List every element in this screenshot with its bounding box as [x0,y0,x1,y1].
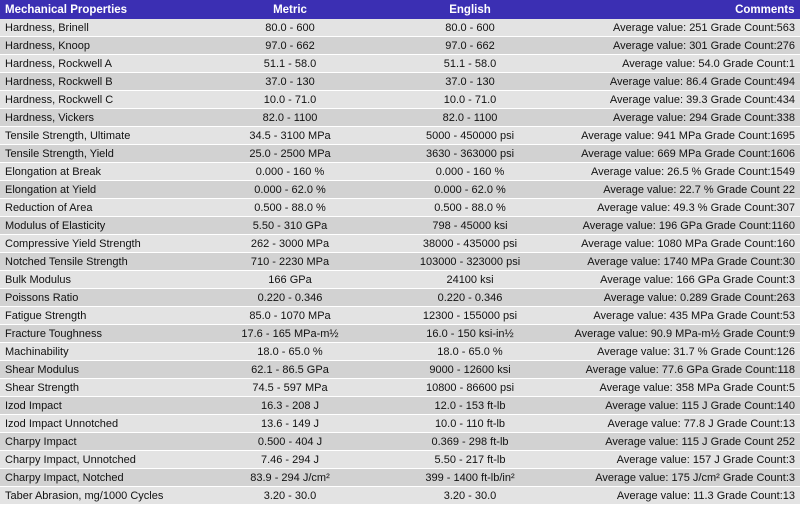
cell-comments: Average value: 115 J Grade Count 252 [560,433,800,451]
cell-english: 5000 - 450000 psi [380,127,560,145]
cell-comments: Average value: 26.5 % Grade Count:1549 [560,163,800,181]
cell-property: Hardness, Knoop [0,37,200,55]
cell-metric: 0.500 - 404 J [200,433,380,451]
cell-metric: 262 - 3000 MPa [200,235,380,253]
cell-metric: 17.6 - 165 MPa-m½ [200,325,380,343]
cell-comments: Average value: 0.289 Grade Count:263 [560,289,800,307]
cell-english: 51.1 - 58.0 [380,55,560,73]
table-header-row [0,0,800,19]
table-row [0,469,800,487]
cell-comments: Average value: 435 MPa Grade Count:53 [560,307,800,325]
cell-property: Shear Modulus [0,361,200,379]
table-row [0,433,800,451]
cell-property: Izod Impact Unnotched [0,415,200,433]
table-row [0,253,800,271]
cell-property: Tensile Strength, Ultimate [0,127,200,145]
table-row [0,415,800,433]
cell-metric: 80.0 - 600 [200,19,380,37]
cell-english: 16.0 - 150 ksi-in½ [380,325,560,343]
column-header-comments[interactable]: Comments [560,0,800,19]
cell-comments: Average value: 358 MPa Grade Count:5 [560,379,800,397]
table-row [0,145,800,163]
table-row [0,37,800,55]
cell-comments: Average value: 166 GPa Grade Count:3 [560,271,800,289]
cell-comments: Average value: 196 GPa Grade Count:1160 [560,217,800,235]
table-row [0,379,800,397]
cell-property: Elongation at Yield [0,181,200,199]
cell-metric: 97.0 - 662 [200,37,380,55]
table-row [0,289,800,307]
table-row [0,73,800,91]
cell-comments: Average value: 175 J/cm² Grade Count:3 [560,469,800,487]
cell-metric: 10.0 - 71.0 [200,91,380,109]
cell-english: 12300 - 155000 psi [380,307,560,325]
cell-metric: 16.3 - 208 J [200,397,380,415]
cell-metric: 0.220 - 0.346 [200,289,380,307]
table-row [0,199,800,217]
cell-comments: Average value: 86.4 Grade Count:494 [560,73,800,91]
cell-metric: 37.0 - 130 [200,73,380,91]
cell-metric: 82.0 - 1100 [200,109,380,127]
table-row [0,361,800,379]
cell-english: 0.000 - 160 % [380,163,560,181]
cell-metric: 0.000 - 62.0 % [200,181,380,199]
table-row [0,91,800,109]
cell-property: Fatigue Strength [0,307,200,325]
cell-english: 80.0 - 600 [380,19,560,37]
cell-metric: 13.6 - 149 J [200,415,380,433]
cell-property: Hardness, Vickers [0,109,200,127]
cell-metric: 83.9 - 294 J/cm² [200,469,380,487]
cell-english: 37.0 - 130 [380,73,560,91]
cell-property: Hardness, Rockwell B [0,73,200,91]
cell-metric: 62.1 - 86.5 GPa [200,361,380,379]
cell-comments: Average value: 1080 MPa Grade Count:160 [560,235,800,253]
cell-comments: Average value: 77.6 GPa Grade Count:118 [560,361,800,379]
cell-metric: 0.500 - 88.0 % [200,199,380,217]
cell-property: Hardness, Rockwell C [0,91,200,109]
cell-metric: 5.50 - 310 GPa [200,217,380,235]
cell-english: 0.220 - 0.346 [380,289,560,307]
table-header [0,0,800,19]
table-row [0,235,800,253]
cell-english: 798 - 45000 ksi [380,217,560,235]
cell-comments: Average value: 11.3 Grade Count:13 [560,487,800,505]
table-row [0,451,800,469]
table-row [0,343,800,361]
cell-english: 103000 - 323000 psi [380,253,560,271]
cell-comments: Average value: 251 Grade Count:563 [560,19,800,37]
cell-comments: Average value: 31.7 % Grade Count:126 [560,343,800,361]
cell-metric: 166 GPa [200,271,380,289]
cell-english: 24100 ksi [380,271,560,289]
cell-english: 0.500 - 88.0 % [380,199,560,217]
table-row [0,271,800,289]
cell-english: 18.0 - 65.0 % [380,343,560,361]
cell-metric: 710 - 2230 MPa [200,253,380,271]
cell-english: 5.50 - 217 ft-lb [380,451,560,469]
cell-english: 12.0 - 153 ft-lb [380,397,560,415]
cell-property: Modulus of Elasticity [0,217,200,235]
cell-property: Elongation at Break [0,163,200,181]
cell-comments: Average value: 669 MPa Grade Count:1606 [560,145,800,163]
table-row [0,19,800,37]
cell-comments: Average value: 90.9 MPa-m½ Grade Count:9 [560,325,800,343]
cell-comments: Average value: 157 J Grade Count:3 [560,451,800,469]
table-row [0,397,800,415]
cell-comments: Average value: 49.3 % Grade Count:307 [560,199,800,217]
cell-metric: 85.0 - 1070 MPa [200,307,380,325]
cell-property: Reduction of Area [0,199,200,217]
cell-english: 10.0 - 71.0 [380,91,560,109]
cell-english: 82.0 - 1100 [380,109,560,127]
cell-property: Izod Impact [0,397,200,415]
cell-metric: 3.20 - 30.0 [200,487,380,505]
cell-property: Shear Strength [0,379,200,397]
cell-metric: 0.000 - 160 % [200,163,380,181]
cell-metric: 25.0 - 2500 MPa [200,145,380,163]
cell-english: 0.369 - 298 ft-lb [380,433,560,451]
table-row [0,55,800,73]
cell-property: Charpy Impact, Unnotched [0,451,200,469]
column-header-english[interactable]: English [380,0,560,19]
cell-comments: Average value: 294 Grade Count:338 [560,109,800,127]
cell-metric: 7.46 - 294 J [200,451,380,469]
cell-property: Hardness, Rockwell A [0,55,200,73]
cell-english: 3630 - 363000 psi [380,145,560,163]
cell-metric: 18.0 - 65.0 % [200,343,380,361]
cell-comments: Average value: 22.7 % Grade Count 22 [560,181,800,199]
cell-comments: Average value: 77.8 J Grade Count:13 [560,415,800,433]
cell-comments: Average value: 39.3 Grade Count:434 [560,91,800,109]
cell-property: Charpy Impact [0,433,200,451]
cell-property: Taber Abrasion, mg/1000 Cycles [0,487,200,505]
cell-english: 10800 - 86600 psi [380,379,560,397]
cell-property: Compressive Yield Strength [0,235,200,253]
column-header-property[interactable]: Mechanical Properties [0,0,200,19]
table-body [0,19,800,505]
cell-english: 399 - 1400 ft-lb/in² [380,469,560,487]
cell-english: 10.0 - 110 ft-lb [380,415,560,433]
cell-comments: Average value: 301 Grade Count:276 [560,37,800,55]
cell-english: 0.000 - 62.0 % [380,181,560,199]
cell-comments: Average value: 54.0 Grade Count:1 [560,55,800,73]
cell-metric: 74.5 - 597 MPa [200,379,380,397]
cell-comments: Average value: 941 MPa Grade Count:1695 [560,127,800,145]
cell-property: Hardness, Brinell [0,19,200,37]
column-header-metric[interactable]: Metric [200,0,380,19]
cell-english: 97.0 - 662 [380,37,560,55]
table-row [0,307,800,325]
cell-property: Machinability [0,343,200,361]
table-row [0,217,800,235]
table-row [0,181,800,199]
cell-comments: Average value: 115 J Grade Count:140 [560,397,800,415]
cell-metric: 51.1 - 58.0 [200,55,380,73]
cell-property: Poissons Ratio [0,289,200,307]
cell-english: 38000 - 435000 psi [380,235,560,253]
table-row [0,163,800,181]
cell-property: Bulk Modulus [0,271,200,289]
cell-property: Charpy Impact, Notched [0,469,200,487]
table-row [0,487,800,505]
table-row [0,325,800,343]
cell-property: Notched Tensile Strength [0,253,200,271]
cell-comments: Average value: 1740 MPa Grade Count:30 [560,253,800,271]
cell-english: 9000 - 12600 ksi [380,361,560,379]
cell-property: Tensile Strength, Yield [0,145,200,163]
cell-english: 3.20 - 30.0 [380,487,560,505]
table-row [0,127,800,145]
cell-property: Fracture Toughness [0,325,200,343]
table-row [0,109,800,127]
cell-metric: 34.5 - 3100 MPa [200,127,380,145]
